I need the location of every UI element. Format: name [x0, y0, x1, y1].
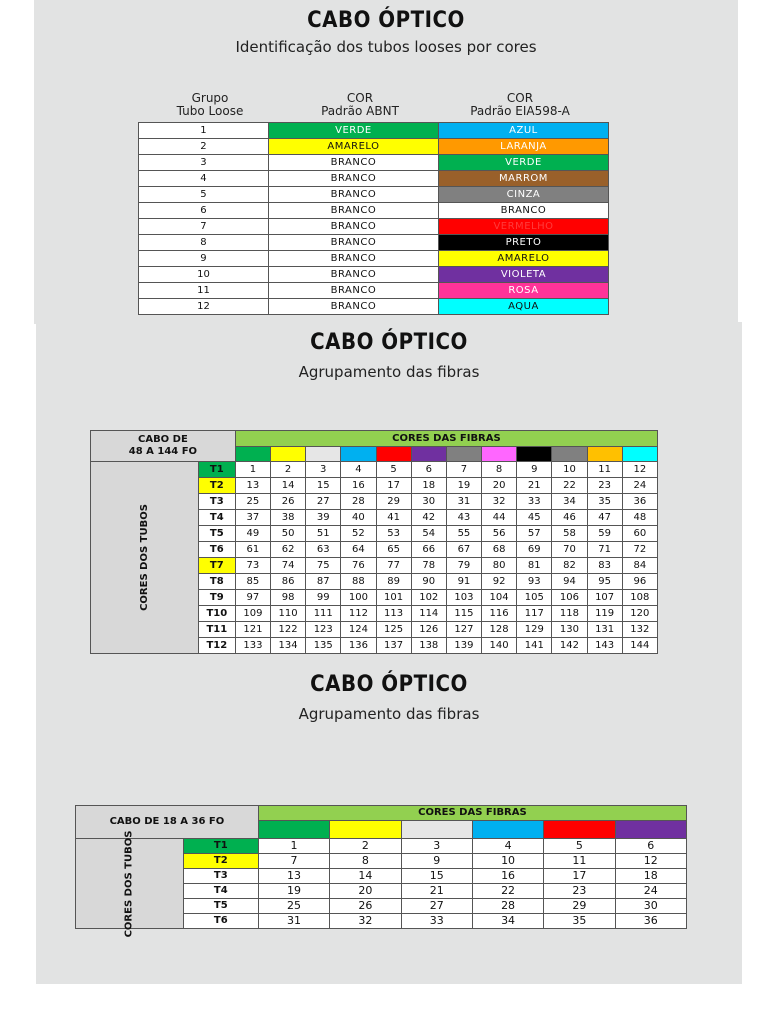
tube-number: 1: [139, 123, 269, 139]
fiber-color-swatch: [235, 447, 270, 462]
cable-capacity-label: CABO DE 18 A 36 FO: [76, 806, 259, 839]
eia-color-cell: VIOLETA: [438, 267, 608, 283]
fiber-number-cell: 68: [482, 542, 517, 558]
fiber-number-cell: 38: [270, 510, 305, 526]
fiber-number-cell: 94: [552, 574, 587, 590]
fiber-number-cell: 131: [587, 622, 622, 638]
eia-color-cell: BRANCO: [438, 203, 608, 219]
fiber-color-swatch: [472, 821, 543, 839]
fiber-number-cell: 16: [341, 478, 376, 494]
abnt-color-cell: BRANCO: [268, 171, 438, 187]
fiber-number-cell: 97: [235, 590, 270, 606]
fiber-number-cell: 122: [270, 622, 305, 638]
fiber-number-cell: 99: [306, 590, 341, 606]
fiber-number-cell: 32: [330, 914, 401, 929]
tube-label: T10: [198, 606, 235, 622]
fiber-number-cell: 83: [587, 558, 622, 574]
abnt-color-cell: VERDE: [268, 123, 438, 139]
fiber-color-swatch: [401, 821, 472, 839]
fiber-number-cell: 128: [482, 622, 517, 638]
fiber-number-cell: 101: [376, 590, 411, 606]
fiber-number-cell: 85: [235, 574, 270, 590]
tube-row: [139, 299, 609, 315]
fiber-number-cell: 30: [411, 494, 446, 510]
fiber-number-cell: 123: [306, 622, 341, 638]
fiber-color-swatch: [544, 821, 615, 839]
fiber-colors-header: CORES DAS FIBRAS: [258, 806, 686, 821]
fiber-number-cell: 51: [306, 526, 341, 542]
tube-row: [139, 187, 609, 203]
fiber-number-cell: 5: [544, 839, 615, 854]
fiber-number-cell: 82: [552, 558, 587, 574]
fiber-number-cell: 2: [270, 462, 305, 478]
fiber-number-cell: 26: [270, 494, 305, 510]
fiber-number-cell: 9: [517, 462, 552, 478]
fiber-number-cell: 67: [446, 542, 481, 558]
fiber-number-cell: 59: [587, 526, 622, 542]
fiber-number-cell: 19: [446, 478, 481, 494]
fiber-number-cell: 34: [472, 914, 543, 929]
fiber-number-cell: 47: [587, 510, 622, 526]
fiber-number-cell: 10: [552, 462, 587, 478]
fiber-number-cell: 66: [411, 542, 446, 558]
fiber-number-cell: 106: [552, 590, 587, 606]
fiber-number-cell: 121: [235, 622, 270, 638]
fiber-number-cell: 28: [472, 899, 543, 914]
fiber-number-cell: 73: [235, 558, 270, 574]
tube-row: [139, 123, 609, 139]
fiber-number-cell: 18: [615, 869, 686, 884]
fiber-number-cell: 30: [615, 899, 686, 914]
fiber-number-cell: 64: [341, 542, 376, 558]
tube-label: T3: [183, 869, 258, 884]
fiber-number-cell: 22: [552, 478, 587, 494]
abnt-color-cell: BRANCO: [268, 219, 438, 235]
eia-color-cell: AMARELO: [438, 251, 608, 267]
fiber-color-swatch: [376, 447, 411, 462]
tube-label: T2: [198, 478, 235, 494]
fiber-number-cell: 7: [258, 854, 329, 869]
fiber-number-cell: 4: [472, 839, 543, 854]
section2-title: CABO ÓPTICO: [310, 330, 468, 355]
fiber-colors-header: CORES DAS FIBRAS: [235, 431, 657, 447]
fiber-number-cell: 98: [270, 590, 305, 606]
tube-number: 5: [139, 187, 269, 203]
header-grupo-tubo-loose: Grupo Tubo Loose: [176, 91, 244, 118]
fiber-number-cell: 4: [341, 462, 376, 478]
fiber-number-cell: 6: [411, 462, 446, 478]
fiber-number-cell: 54: [411, 526, 446, 542]
fiber-number-cell: 140: [482, 638, 517, 654]
fiber-number-cell: 52: [341, 526, 376, 542]
tube-row: [139, 139, 609, 155]
tube-label: T5: [198, 526, 235, 542]
fiber-number-cell: 108: [622, 590, 657, 606]
fiber-number-cell: 33: [517, 494, 552, 510]
fiber-number-cell: 120: [622, 606, 657, 622]
fiber-number-cell: 10: [472, 854, 543, 869]
fiber-number-cell: 115: [446, 606, 481, 622]
tube-row: [139, 171, 609, 187]
section2-subtitle: Agrupamento das fibras: [298, 363, 480, 381]
fiber-number-cell: 50: [270, 526, 305, 542]
tube-label: T9: [198, 590, 235, 606]
fiber-number-cell: 13: [258, 869, 329, 884]
eia-color-cell: ROSA: [438, 283, 608, 299]
section1-title: CABO ÓPTICO: [307, 8, 465, 33]
fiber-number-cell: 2: [330, 839, 401, 854]
fiber-number-cell: 23: [587, 478, 622, 494]
fiber-number-cell: 93: [517, 574, 552, 590]
cable-capacity-label: CABO DE 48 A 144 FO: [91, 431, 236, 462]
fiber-number-cell: 89: [376, 574, 411, 590]
fiber-number-cell: 11: [544, 854, 615, 869]
fiber-number-cell: 126: [411, 622, 446, 638]
fiber-number-cell: 134: [270, 638, 305, 654]
fiber-number-cell: 88: [341, 574, 376, 590]
fiber-number-cell: 29: [544, 899, 615, 914]
fiber-number-cell: 62: [270, 542, 305, 558]
fiber-number-cell: 27: [306, 494, 341, 510]
tube-number: 2: [139, 139, 269, 155]
fiber-number-cell: 39: [306, 510, 341, 526]
table-row: [76, 839, 687, 854]
fiber-number-cell: 76: [341, 558, 376, 574]
fiber-grouping-table-36: [75, 805, 687, 937]
fiber-number-cell: 31: [258, 914, 329, 929]
fiber-number-cell: 79: [446, 558, 481, 574]
tube-colors-side-text: CORES DOS TUBOS: [123, 830, 135, 937]
fiber-number-cell: 57: [517, 526, 552, 542]
fiber-color-swatch: [615, 821, 686, 839]
fiber-number-cell: 61: [235, 542, 270, 558]
fiber-number-cell: 96: [622, 574, 657, 590]
fiber-number-cell: 43: [446, 510, 481, 526]
tube-row: [139, 203, 609, 219]
fiber-number-cell: 127: [446, 622, 481, 638]
fiber-number-cell: 65: [376, 542, 411, 558]
fiber-number-cell: 141: [517, 638, 552, 654]
fiber-number-cell: 23: [544, 884, 615, 899]
tube-label: T4: [198, 510, 235, 526]
tube-number: 11: [139, 283, 269, 299]
fiber-number-cell: 74: [270, 558, 305, 574]
fiber-color-swatch: [552, 447, 587, 462]
fiber-number-cell: 70: [552, 542, 587, 558]
fiber-color-swatch: [258, 821, 329, 839]
fiber-number-cell: 5: [376, 462, 411, 478]
fiber-number-cell: 102: [411, 590, 446, 606]
fiber-number-cell: 114: [411, 606, 446, 622]
fiber-number-cell: 12: [622, 462, 657, 478]
fiber-number-cell: 119: [587, 606, 622, 622]
fiber-number-cell: 72: [622, 542, 657, 558]
fiber-color-swatch: [446, 447, 481, 462]
fiber-number-cell: 118: [552, 606, 587, 622]
fiber-number-cell: 132: [622, 622, 657, 638]
fiber-number-cell: 124: [341, 622, 376, 638]
tube-label: T6: [183, 914, 258, 929]
fiber-number-cell: 15: [401, 869, 472, 884]
fiber-number-cell: 24: [615, 884, 686, 899]
fiber-number-cell: 125: [376, 622, 411, 638]
fiber-number-cell: 27: [401, 899, 472, 914]
fiber-number-cell: 21: [401, 884, 472, 899]
fiber-number-cell: 77: [376, 558, 411, 574]
tube-label: T1: [198, 462, 235, 478]
fiber-number-cell: 69: [517, 542, 552, 558]
fiber-number-cell: 75: [306, 558, 341, 574]
fiber-number-cell: 34: [552, 494, 587, 510]
fiber-number-cell: 143: [587, 638, 622, 654]
fiber-number-cell: 22: [472, 884, 543, 899]
fiber-number-cell: 17: [376, 478, 411, 494]
fiber-color-swatch: [330, 821, 401, 839]
tube-number: 4: [139, 171, 269, 187]
fiber-color-swatch: [270, 447, 305, 462]
eia-color-cell: MARROM: [438, 171, 608, 187]
abnt-color-cell: BRANCO: [268, 267, 438, 283]
tube-label: T5: [183, 899, 258, 914]
fiber-number-cell: 14: [330, 869, 401, 884]
fiber-number-cell: 116: [482, 606, 517, 622]
fiber-number-cell: 1: [235, 462, 270, 478]
fiber-number-cell: 6: [615, 839, 686, 854]
fiber-number-cell: 135: [306, 638, 341, 654]
fiber-number-cell: 56: [482, 526, 517, 542]
tube-row: [139, 267, 609, 283]
fiber-number-cell: 1: [258, 839, 329, 854]
tube-row: [139, 155, 609, 171]
fiber-number-cell: 60: [622, 526, 657, 542]
tube-label: T2: [183, 854, 258, 869]
fiber-number-cell: 9: [401, 854, 472, 869]
tube-color-table: [138, 122, 609, 315]
fiber-number-cell: 63: [306, 542, 341, 558]
tube-colors-side-text: CORES DOS TUBOS: [138, 504, 150, 611]
fiber-number-cell: 21: [517, 478, 552, 494]
fiber-number-cell: 3: [401, 839, 472, 854]
abnt-color-cell: BRANCO: [268, 155, 438, 171]
tube-number: 10: [139, 267, 269, 283]
tube-label: T4: [183, 884, 258, 899]
fiber-number-cell: 8: [330, 854, 401, 869]
fiber-color-swatch: [482, 447, 517, 462]
fiber-number-cell: 105: [517, 590, 552, 606]
eia-color-cell: VERMELHO: [438, 219, 608, 235]
fiber-number-cell: 117: [517, 606, 552, 622]
fiber-number-cell: 29: [376, 494, 411, 510]
fiber-number-cell: 15: [306, 478, 341, 494]
header-cor-abnt: COR Padrão ABNT: [321, 91, 399, 118]
fiber-number-cell: 129: [517, 622, 552, 638]
fiber-number-cell: 111: [306, 606, 341, 622]
tube-number: 6: [139, 203, 269, 219]
abnt-color-cell: BRANCO: [268, 251, 438, 267]
tube-number: 12: [139, 299, 269, 315]
fiber-number-cell: 138: [411, 638, 446, 654]
fiber-number-cell: 92: [482, 574, 517, 590]
fiber-number-cell: 41: [376, 510, 411, 526]
fiber-number-cell: 104: [482, 590, 517, 606]
header-row: [91, 431, 658, 447]
fiber-number-cell: 78: [411, 558, 446, 574]
fiber-number-cell: 33: [401, 914, 472, 929]
tube-number: 8: [139, 235, 269, 251]
fiber-number-cell: 90: [411, 574, 446, 590]
tube-number: 3: [139, 155, 269, 171]
fiber-number-cell: 16: [472, 869, 543, 884]
fiber-number-cell: 53: [376, 526, 411, 542]
fiber-number-cell: 20: [330, 884, 401, 899]
header-row: [76, 806, 687, 821]
fiber-number-cell: 80: [482, 558, 517, 574]
fiber-number-cell: 13: [235, 478, 270, 494]
section1-subtitle: Identificação dos tubos looses por cores: [235, 38, 537, 56]
eia-color-cell: CINZA: [438, 187, 608, 203]
eia-color-cell: AQUA: [438, 299, 608, 315]
tube-row: [139, 235, 609, 251]
fiber-number-cell: 71: [587, 542, 622, 558]
fiber-number-cell: 95: [587, 574, 622, 590]
fiber-number-cell: 40: [341, 510, 376, 526]
abnt-color-cell: BRANCO: [268, 187, 438, 203]
fiber-number-cell: 103: [446, 590, 481, 606]
fiber-number-cell: 107: [587, 590, 622, 606]
fiber-number-cell: 109: [235, 606, 270, 622]
fiber-number-cell: 81: [517, 558, 552, 574]
fiber-number-cell: 139: [446, 638, 481, 654]
fiber-number-cell: 48: [622, 510, 657, 526]
fiber-number-cell: 25: [235, 494, 270, 510]
tube-row: [139, 283, 609, 299]
section3-title: CABO ÓPTICO: [310, 672, 468, 697]
fiber-number-cell: 49: [235, 526, 270, 542]
tube-label: T12: [198, 638, 235, 654]
fiber-grouping-table-144: [90, 430, 658, 654]
tube-colors-side-label: [91, 462, 199, 654]
fiber-number-cell: 142: [552, 638, 587, 654]
fiber-number-cell: 100: [341, 590, 376, 606]
fiber-number-cell: 3: [306, 462, 341, 478]
fiber-number-cell: 136: [341, 638, 376, 654]
tube-label: T11: [198, 622, 235, 638]
fiber-number-cell: 35: [587, 494, 622, 510]
tube-label: T8: [198, 574, 235, 590]
abnt-color-cell: BRANCO: [268, 203, 438, 219]
tube-row: [139, 251, 609, 267]
fiber-number-cell: 32: [482, 494, 517, 510]
fiber-number-cell: 28: [341, 494, 376, 510]
tube-label: T6: [198, 542, 235, 558]
fiber-number-cell: 45: [517, 510, 552, 526]
fiber-color-swatch: [587, 447, 622, 462]
eia-color-cell: LARANJA: [438, 139, 608, 155]
fiber-number-cell: 84: [622, 558, 657, 574]
fiber-number-cell: 7: [446, 462, 481, 478]
fiber-number-cell: 26: [330, 899, 401, 914]
tube-number: 9: [139, 251, 269, 267]
fiber-number-cell: 137: [376, 638, 411, 654]
fiber-number-cell: 112: [341, 606, 376, 622]
abnt-color-cell: BRANCO: [268, 283, 438, 299]
fiber-number-cell: 44: [482, 510, 517, 526]
tube-label: T3: [198, 494, 235, 510]
fiber-number-cell: 17: [544, 869, 615, 884]
table-row: [91, 462, 658, 478]
fiber-number-cell: 55: [446, 526, 481, 542]
abnt-color-cell: BRANCO: [268, 235, 438, 251]
section3-subtitle: Agrupamento das fibras: [298, 705, 480, 723]
fiber-color-swatch: [306, 447, 341, 462]
fiber-number-cell: 58: [552, 526, 587, 542]
fiber-number-cell: 130: [552, 622, 587, 638]
fiber-number-cell: 36: [622, 494, 657, 510]
fiber-number-cell: 19: [258, 884, 329, 899]
fiber-number-cell: 133: [235, 638, 270, 654]
fiber-number-cell: 86: [270, 574, 305, 590]
tube-label: T7: [198, 558, 235, 574]
fiber-color-swatch: [622, 447, 657, 462]
fiber-number-cell: 8: [482, 462, 517, 478]
fiber-number-cell: 12: [615, 854, 686, 869]
fiber-number-cell: 91: [446, 574, 481, 590]
fiber-number-cell: 24: [622, 478, 657, 494]
tube-colors-side-label: [76, 830, 184, 937]
fiber-number-cell: 11: [587, 462, 622, 478]
abnt-color-cell: BRANCO: [268, 299, 438, 315]
fiber-number-cell: 31: [446, 494, 481, 510]
fiber-color-swatch: [411, 447, 446, 462]
fiber-number-cell: 36: [615, 914, 686, 929]
fiber-number-cell: 20: [482, 478, 517, 494]
fiber-number-cell: 46: [552, 510, 587, 526]
fiber-color-swatch: [517, 447, 552, 462]
fiber-number-cell: 25: [258, 899, 329, 914]
tube-number: 7: [139, 219, 269, 235]
fiber-number-cell: 110: [270, 606, 305, 622]
eia-color-cell: VERDE: [438, 155, 608, 171]
fiber-number-cell: 35: [544, 914, 615, 929]
fiber-number-cell: 87: [306, 574, 341, 590]
fiber-number-cell: 37: [235, 510, 270, 526]
tube-label: T1: [183, 839, 258, 854]
fiber-number-cell: 18: [411, 478, 446, 494]
fiber-number-cell: 14: [270, 478, 305, 494]
abnt-color-cell: AMARELO: [268, 139, 438, 155]
fiber-number-cell: 113: [376, 606, 411, 622]
tube-row: [139, 219, 609, 235]
header-cor-eia: COR Padrão EIA598-A: [470, 91, 570, 118]
eia-color-cell: AZUL: [438, 123, 608, 139]
fiber-color-swatch: [341, 447, 376, 462]
eia-color-cell: PRETO: [438, 235, 608, 251]
fiber-number-cell: 42: [411, 510, 446, 526]
fiber-number-cell: 144: [622, 638, 657, 654]
